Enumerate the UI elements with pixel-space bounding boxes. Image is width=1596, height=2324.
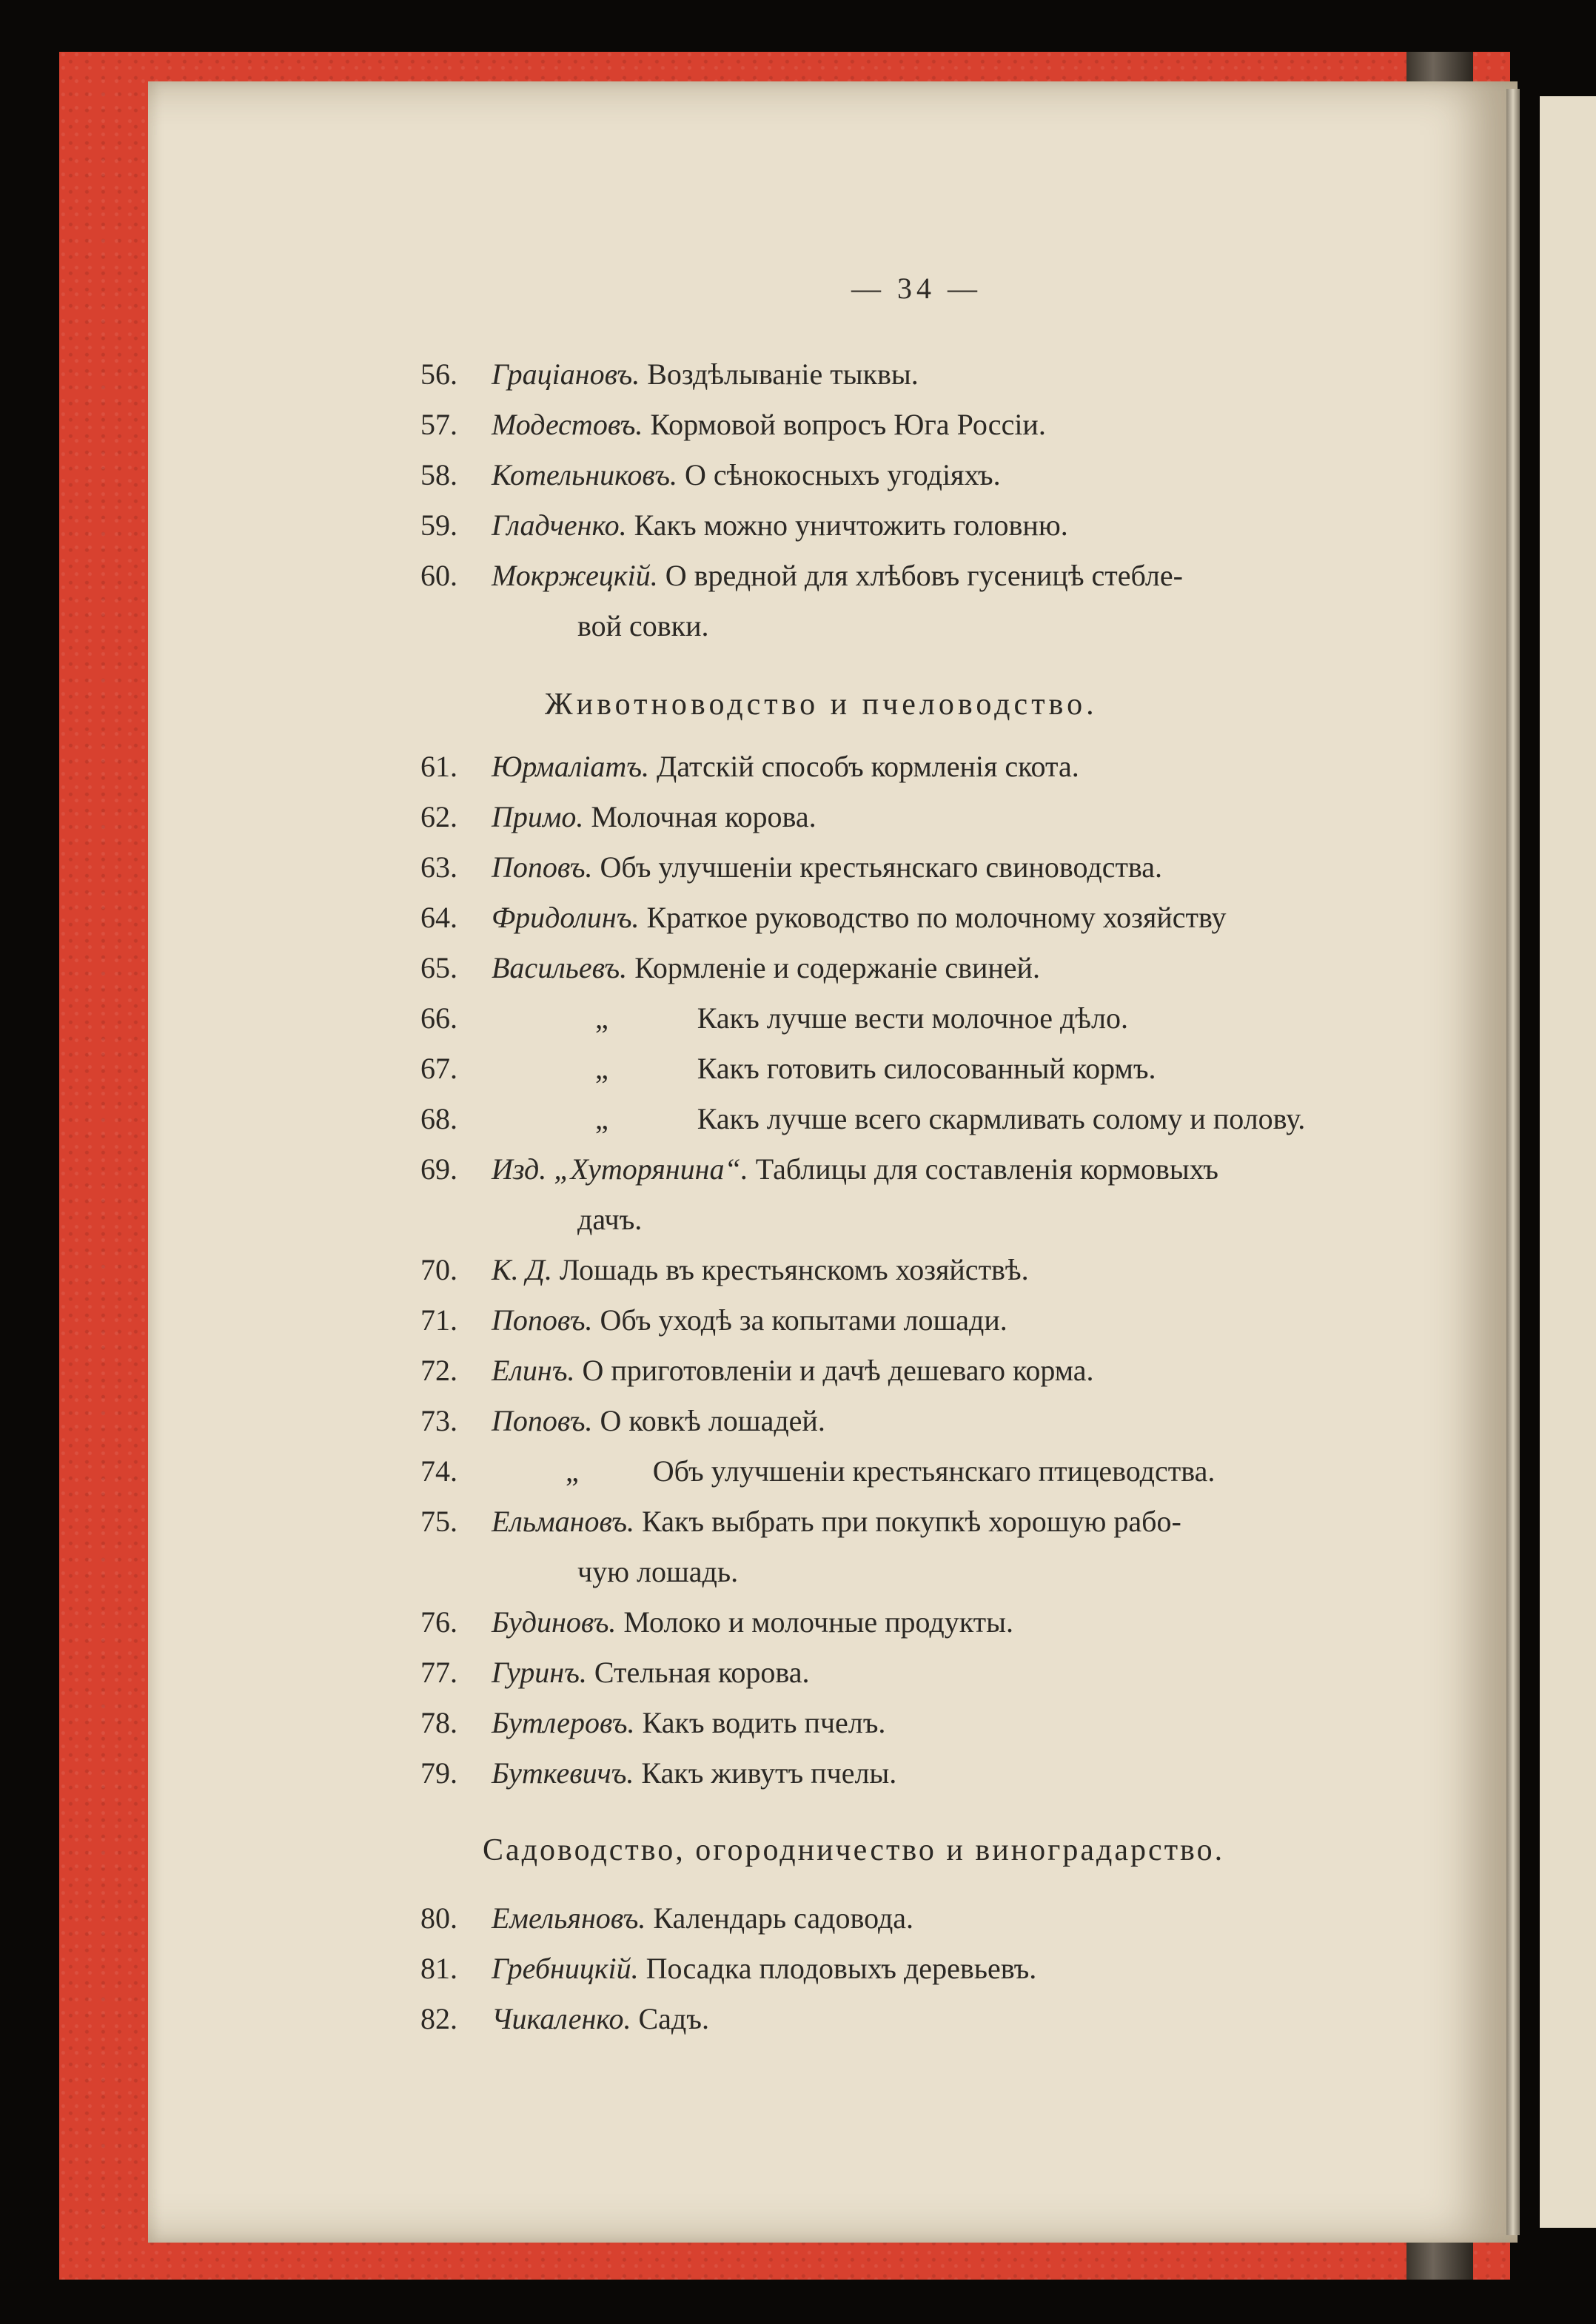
list-item: 56. Граціановъ. Воздѣлываніе тыквы.: [420, 357, 919, 391]
list-item: 72. Елинъ. О приготовленіи и дачѣ дешеваго корма.: [420, 1354, 1094, 1387]
list-item-continuation: дачъ.: [577, 1203, 643, 1236]
list-item: 74. „ Объ улучшеніи крестьянскаго птицеводства.: [420, 1454, 1216, 1488]
list-item: 73. Поповъ. О ковкѣ лошадей.: [420, 1404, 825, 1437]
list-item: 79. Буткевичъ. Какъ живутъ пчелы.: [420, 1756, 897, 1790]
page-number: — 34 —: [851, 272, 982, 305]
list-item: 69. Изд. „Хуторянина“. Таблицы для составленія кормовыхъ: [420, 1152, 1218, 1186]
facing-page: [1540, 96, 1596, 2228]
list-item: 78. Бутлеровъ. Какъ водить пчелъ.: [420, 1706, 886, 1739]
list-item: 57. Модестовъ. Кормовой вопросъ Юга Россіи.: [420, 408, 1046, 441]
page-edge: [1506, 89, 1520, 2235]
list-item: 77. Гуринъ. Стельная корова.: [420, 1656, 810, 1689]
list-item-continuation: чую лошадь.: [577, 1555, 739, 1588]
list-item-continuation: вой совки.: [577, 609, 709, 642]
list-item: 61. Юрмаліатъ. Датскій способъ кормленія скота.: [420, 750, 1079, 783]
list-item: 76. Будиновъ. Молоко и молочные продукты.: [420, 1605, 1013, 1639]
section-heading: Животноводство и пчеловодство.: [545, 688, 1098, 722]
list-item: 63. Поповъ. Объ улучшеніи крестьянскаго свиноводства.: [420, 850, 1163, 884]
list-item: 70. К. Д. Лошадь въ крестьянскомъ хозяйствѣ.: [420, 1253, 1029, 1286]
list-item: 59. Гладченко. Какъ можно уничтожить головню.: [420, 508, 1068, 542]
list-item: 80. Емельяновъ. Календарь садовода.: [420, 1901, 914, 1935]
list-item: 60. Мокржецкій. О вредной для хлѣбовъ гусеницѣ стебле-: [420, 559, 1183, 592]
list-item: 68. „ Какъ лучше всего скармливать солому и полову.: [420, 1102, 1306, 1135]
list-item: 75. Ельмановъ. Какъ выбрать при покупкѣ хорошую рабо-: [420, 1505, 1181, 1538]
list-item: 65. Васильевъ. Кормленіе и содержаніе свиней.: [420, 951, 1040, 984]
list-item: 58. Котельниковъ. О сѣнокосныхъ угодіяхъ.: [420, 458, 1001, 491]
list-item: 66. „ Какъ лучше вести молочное дѣло.: [420, 1001, 1128, 1035]
list-item: 82. Чикаленко. Садъ.: [420, 2002, 709, 2035]
list-item: 71. Поповъ. Объ уходѣ за копытами лошади.: [420, 1303, 1007, 1337]
list-item: 81. Гребницкій. Посадка плодовыхъ деревьевъ.: [420, 1952, 1037, 1985]
section-heading: Садоводство, огородничество и виноградарство.: [483, 1833, 1225, 1867]
list-item: 62. Примо. Молочная корова.: [420, 800, 817, 833]
list-item: 64. Фридолинъ. Краткое руководство по молочному хозяйству: [420, 901, 1227, 934]
list-item: 67. „ Какъ готовить силосованный кормъ.: [420, 1052, 1156, 1085]
